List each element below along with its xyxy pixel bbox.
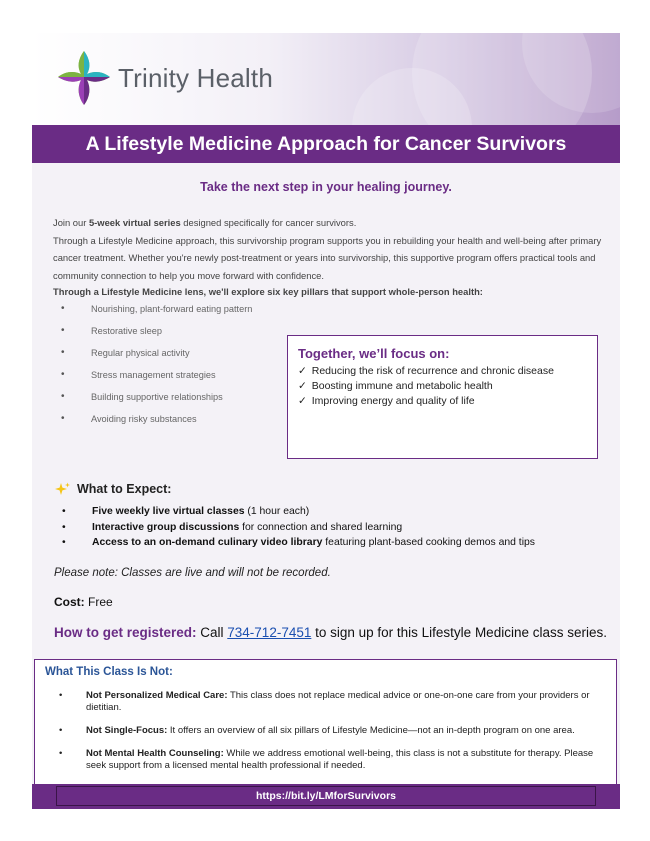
list-item: • Building supportive relationships bbox=[57, 392, 252, 414]
expect-item-bold: Interactive group discussions bbox=[92, 521, 240, 533]
footer-url-link[interactable]: https://bit.ly/LMforSurvivors bbox=[56, 786, 596, 806]
list-item: • Stress management strategies bbox=[57, 370, 252, 392]
sparkles-icon bbox=[54, 482, 71, 496]
header-banner bbox=[32, 33, 620, 125]
expect-heading-text: What to Expect: bbox=[77, 482, 172, 496]
register-text-a: Call bbox=[196, 625, 228, 640]
list-item bbox=[298, 379, 597, 394]
not-item-bold: Not Mental Health Counseling: bbox=[86, 748, 224, 759]
register-label: How to get registered: bbox=[54, 625, 197, 640]
list-item bbox=[57, 748, 602, 772]
intro-text bbox=[53, 214, 608, 284]
expect-item-text: (1 hour each) bbox=[244, 506, 310, 517]
intro-line bbox=[53, 214, 608, 232]
not-section-heading: What This Class Is Not: bbox=[45, 666, 173, 678]
pillars-heading: Through a Lifestyle Medicine lens, we'll explore six key pillars that support whole-person health: bbox=[53, 286, 483, 297]
expect-heading bbox=[54, 482, 171, 496]
intro-text-a: Join our bbox=[53, 217, 89, 228]
not-item-text: This class does not replace medical advice or one-on-one care from your providers or dietitian. bbox=[86, 690, 590, 713]
focus-list bbox=[298, 364, 597, 409]
intro-text-b: designed specifically for cancer survivors. bbox=[180, 217, 357, 228]
expect-item-bold: Access to an on-demand culinary video library bbox=[92, 537, 323, 548]
list-item bbox=[298, 364, 597, 379]
cost-label: Cost: bbox=[54, 595, 85, 609]
not-item-text: While we address emotional well-being, this class is not a substitute for therapy. Please seek support from a licensed mental health professional if needed. bbox=[86, 748, 594, 771]
focus-heading: Together, we’ll focus on: bbox=[298, 346, 450, 361]
not-item-bold: Not Personalized Medical Care: bbox=[86, 690, 228, 701]
expect-item-bold: Five weekly live virtual classes bbox=[92, 506, 245, 517]
pillars-list bbox=[57, 304, 252, 436]
recording-note: Please note: Classes are live and will not be recorded. bbox=[54, 567, 331, 579]
list-item bbox=[57, 725, 602, 737]
title-bar bbox=[32, 125, 620, 163]
not-item-text: It offers an overview of all six pillars of Lifestyle Medicine—not an in-depth program on one area. bbox=[167, 725, 575, 736]
list-item: • Regular physical activity bbox=[57, 348, 252, 370]
cost-line bbox=[54, 595, 113, 609]
expect-item-text: featuring plant-based cooking demos and tips bbox=[322, 537, 535, 548]
list-item bbox=[56, 537, 535, 553]
focus-item-text: Improving energy and quality of life bbox=[311, 395, 475, 407]
list-item: • Avoiding risky substances bbox=[57, 414, 252, 436]
page-subtitle: Take the next step in your healing journey. bbox=[200, 180, 452, 194]
list-item bbox=[57, 690, 602, 714]
focus-item-text: Reducing the risk of recurrence and chronic disease bbox=[311, 365, 554, 377]
focus-item-text: Boosting immune and metabolic health bbox=[311, 380, 493, 392]
list-item bbox=[56, 522, 535, 538]
checkmark-icon: ✓ bbox=[298, 380, 307, 392]
phone-link[interactable]: 734-712-7451 bbox=[227, 625, 312, 640]
list-item bbox=[56, 506, 535, 522]
page-title: A Lifestyle Medicine Approach for Cancer Survivors bbox=[85, 132, 567, 155]
flyer-page bbox=[32, 33, 620, 809]
register-text-b: to sign up for this Lifestyle Medicine class series. bbox=[311, 625, 607, 640]
not-section-list bbox=[57, 690, 602, 783]
focus-box bbox=[287, 335, 598, 459]
list-item: • Nourishing, plant-forward eating pattern bbox=[57, 304, 252, 326]
intro-paragraph: Through a Lifestyle Medicine approach, this survivorship program supports you in rebuilding your health and well-being after primary cancer treatment. Whether you're newly post-treatment or years into survivorship, this supportive program offers practical tools and community connection to help you move forward with confidence. bbox=[53, 234, 602, 281]
intro-highlight: 5-week virtual series bbox=[88, 217, 181, 228]
registration-line bbox=[54, 625, 607, 640]
list-item bbox=[298, 394, 597, 409]
footer-bar bbox=[32, 784, 620, 809]
list-item: • Restorative sleep bbox=[57, 326, 252, 348]
brand-name: Trinity Health bbox=[118, 63, 273, 93]
checkmark-icon: ✓ bbox=[298, 365, 307, 377]
not-item-bold: Not Single-Focus: bbox=[86, 725, 168, 736]
cost-value: Free bbox=[84, 595, 113, 609]
expect-list bbox=[56, 506, 535, 553]
trinity-health-logo-icon bbox=[54, 47, 114, 109]
checkmark-icon: ✓ bbox=[298, 395, 307, 407]
expect-item-text: for connection and shared learning bbox=[239, 521, 403, 533]
